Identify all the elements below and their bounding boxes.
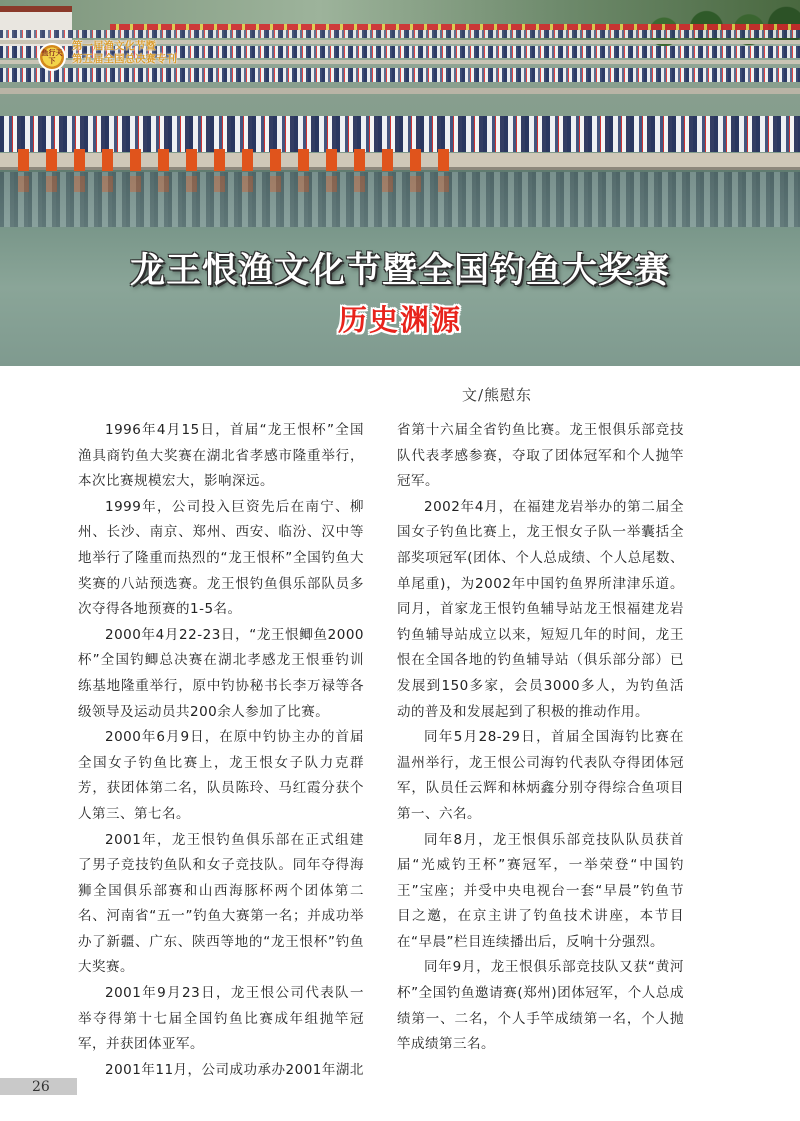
angler-crowd-row <box>0 30 800 38</box>
page-number: 26 <box>32 1079 50 1095</box>
angler-crowd-row <box>0 68 800 82</box>
paragraph: 同年8月，龙王恨俱乐部竞技队队员获首届“光威钓王杯”赛冠军，一举荣登“中国钓王”宝座；并受中央电视台一套“早晨”钓鱼节目之邀，在京主讲了钓鱼技术讲座，本节目在“早晨”栏目连续播出后，反响十分强烈。 <box>397 831 684 950</box>
issue-series-label <box>72 40 177 66</box>
paragraph-continuation: 省第十六届全省钓鱼比赛。龙王恨俱乐部竞技队代表孝感参赛，夺取了团体冠军和个人抛竿冠军。 <box>397 422 684 490</box>
orange-buoys <box>18 149 458 171</box>
paragraph: 2001年11月，公司成功承办2001年湖北 <box>105 1061 364 1078</box>
paragraph: 2002年4月，在福建龙岩举办的第二届全国女子钓鱼比赛上，龙王恨女子队一举囊括全部奖项冠军(团体、个人总成绩、个人总尾数、单尾重)，为2002年中国钓鱼界所津津乐道。同月，首家龙王恨钓鱼辅导站龙王恨福建龙岩钓鱼辅导站成立以来，短短几年的时间，龙王恨在全国各地的钓鱼辅导站（俱乐部分部）已发展到150多家，会员3000多人，为钓鱼活动的普及和发展起到了积极的推动作用。 <box>397 498 684 720</box>
left-column <box>78 418 364 1083</box>
buoy-reflection <box>18 176 458 192</box>
paragraph: 1999年，公司投入巨资先后在南宁、柳州、长沙、南京、郑州、西安、临汾、汉中等地举行了隆重而热烈的“龙王恨杯”全国钓鱼大奖赛的八站预选赛。龙王恨钓鱼俱乐部队员多次夺得各地预赛的1-5名。 <box>78 498 364 618</box>
series-line: 第五届全国总决赛专刊 <box>72 53 177 65</box>
paragraph: 2001年，龙王恨钓鱼俱乐部在正式组建了男子竞技钓鱼队和女子竞技队。同年夺得海狮全国俱乐部赛和山西海豚杯两个团体第二名、河南省“五一”钓鱼大赛第一名；并成功举办了新疆、广东、陕西等地的“龙王恨杯”钓鱼大奖赛。 <box>78 831 364 976</box>
paragraph: 同年9月，龙王恨俱乐部竞技队又获“黄河杯”全国钓鱼邀请赛(郑州)团体冠军，个人总成绩第一、二名，个人手竿成绩第一名，个人抛竿成绩第三名。 <box>397 959 684 1053</box>
paragraph: 2001年9月23日，龙王恨公司代表队一举夺得第十七届全国钓鱼比赛成年组抛竿冠军，并获团体亚军。 <box>78 985 364 1053</box>
pier <box>0 88 800 94</box>
paragraph: 同年5月28-29日，首届全国海钓比赛在温州举行，龙王恨公司海钓代表队夺得团体冠军，队员任云辉和林炳鑫分别夺得综合鱼项目第一、六名。 <box>397 729 684 822</box>
article-title: 龙王恨渔文化节暨全国钓鱼大奖赛 <box>129 251 670 291</box>
angler-crowd-row <box>0 116 800 152</box>
paragraph: 1996年4月15日，首届“龙王恨杯”全国渔具商钓鱼大奖赛在湖北省孝感市隆重举行，本次比赛规模宏大，影响深远。 <box>78 422 364 490</box>
paragraph: 2000年4月22-23日，“龙王恨鲫鱼2000杯”全国钓鲫总决赛在湖北孝感龙王恨垂钓训练基地隆重举行，原中钓协秘书长李万禄等各级领导及运动员共200余人参加了比赛。 <box>78 626 364 720</box>
right-column <box>397 418 684 1058</box>
series-line: 第一届渔文化节暨 <box>72 40 156 52</box>
paragraph: 2000年6月9日，在原中钓协主办的首届全国女子钓鱼比赛上，龙王恨女子队力克群芳，获团体第二名，队员陈玲、马红霞分获个人第三、第七名。 <box>78 729 364 822</box>
magazine-logo: 鱼行天下 <box>38 43 66 71</box>
article-subtitle: 历史渊源 <box>337 303 462 337</box>
byline: 文/熊慰东 <box>462 386 533 404</box>
